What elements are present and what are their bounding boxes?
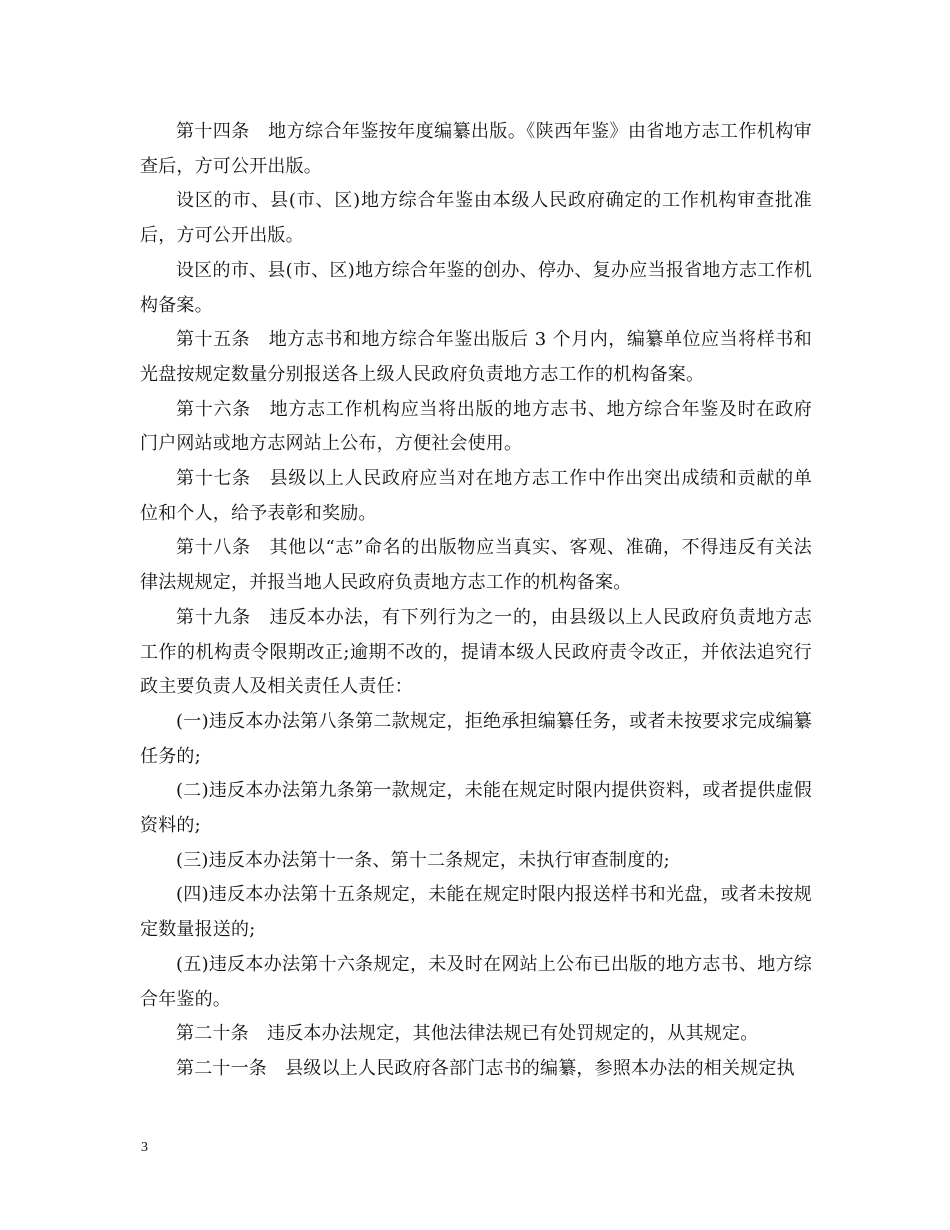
paragraph-article-15: 第十五条 地方志书和地方综合年鉴出版后 3 个月内，编纂单位应当将样书和光盘按规定数量分别报送各上级人民政府负责地方志工作的机构备案。 <box>140 329 812 385</box>
paragraph-article-19-item-5: (五)违反本办法第十六条规定，未及时在网站上公布已出版的地方志书、地方综合年鉴的。 <box>140 953 812 1010</box>
paragraph-article-20: 第二十条 违反本办法规定，其他法律法规已有处罚规定的，从其规定。 <box>176 1023 759 1045</box>
paragraph-article-19-item-1: (一)违反本办法第八条第二款规定，拒绝承担编纂任务，或者未按要求完成编纂任务的; <box>140 710 812 767</box>
paragraph-article-18: 第十八条 其他以“志”命名的出版物应当真实、客观、准确，不得违反有关法律法规规定，并报当地人民政府负责地方志工作的机构备案。 <box>140 537 812 594</box>
paragraph-article-14-clause-3: 设区的市、县(市、区)地方综合年鉴的创办、停办、复办应当报省地方志工作机构备案。 <box>140 259 812 316</box>
paragraph-article-19-item-3: (三)违反本办法第十一条、第十二条规定，未执行审查制度的; <box>176 849 670 871</box>
page-number: 3 <box>141 1140 148 1155</box>
paragraph-article-16: 第十六条 地方志工作机构应当将出版的地方志书、地方综合年鉴及时在政府门户网站或地方志网站上公布，方便社会使用。 <box>140 398 812 455</box>
paragraph-article-14: 第十四条 地方综合年鉴按年度编纂出版。《陕西年鉴》由省地方志工作机构审查后，方可公开出版。 <box>140 121 812 177</box>
document-body <box>140 115 812 1087</box>
paragraph-article-14-clause-2: 设区的市、县(市、区)地方综合年鉴由本级人民政府确定的工作机构审查批准后，方可公开出版。 <box>140 190 812 247</box>
paragraph-article-19-item-4: (四)违反本办法第十五条规定，未能在规定时限内报送样书和光盘，或者未按规定数量报送的; <box>140 884 812 941</box>
paragraph-article-19: 第十九条 违反本办法，有下列行为之一的，由县级以上人民政府负责地方志工作的机构责令限期改正;逾期不改的，提请本级人民政府责令改正，并依法追究行政主要负责人及相关责任人责任： <box>140 606 812 698</box>
paragraph-article-19-item-2: (二)违反本办法第九条第一款规定，未能在规定时限内提供资料，或者提供虚假资料的; <box>140 780 812 837</box>
paragraph-article-21: 第二十一条 县级以上人民政府各部门志书的编纂，参照本办法的相关规定执 <box>176 1057 795 1079</box>
paragraph-article-17: 第十七条 县级以上人民政府应当对在地方志工作中作出突出成绩和贡献的单位和个人，给予表彰和奖励。 <box>140 468 812 524</box>
